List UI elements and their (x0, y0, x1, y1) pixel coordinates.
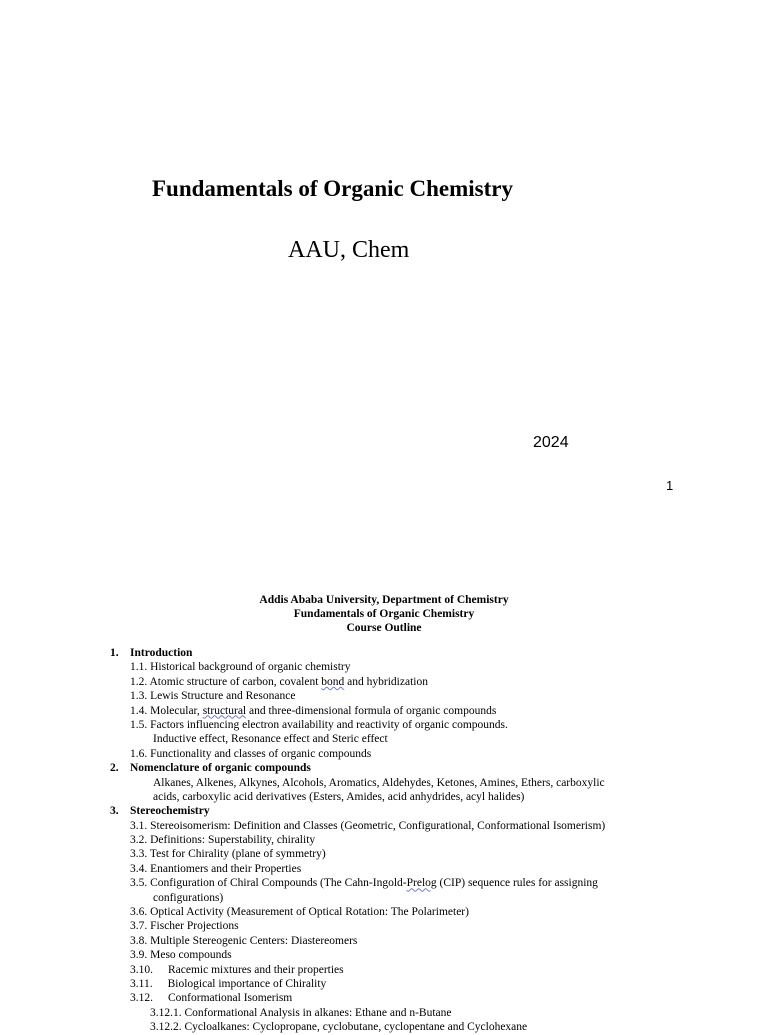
outline-item: 3.8. Multiple Stereogenic Centers: Diastereomers (130, 934, 358, 947)
outline-header-title: Course Outline (346, 622, 422, 634)
outline-item: 3.4. Enantiomers and their Properties (130, 862, 302, 875)
outline-item: 3.5. Configuration of Chiral Compounds (The Cahn-Ingold-Prelog (CIP) sequence rules for assigning (130, 877, 598, 890)
outline-item: 1.1. Historical background of organic chemistry (130, 661, 351, 674)
section-stereochemistry: 3. Stereochemistry (110, 805, 210, 818)
section-introduction: 1. Introduction (110, 647, 193, 659)
outline-item: 3.11. Biological importance of Chirality (130, 977, 327, 990)
outline-item: 3.1. Stereoisomerism: Definition and Classes (Geometric, Configurational, Conformational Isomerism) (130, 819, 606, 832)
institution-subtitle: AAU, Chem (288, 237, 410, 263)
course-outline-page (0, 520, 768, 1034)
outline-item: Alkanes, Alkenes, Alkynes, Alcohols, Aromatics, Aldehydes, Ketones, Amines, Ethers, carboxylic (153, 776, 605, 789)
outline-subitem: 3.12.1. Conformational Analysis in alkanes: Ethane and n-Butane (150, 1006, 452, 1019)
outline-item: 1.2. Atomic structure of carbon, covalent bond and hybridization (130, 675, 428, 688)
outline-header-course: Fundamentals of Organic Chemistry (293, 608, 475, 620)
document-title: Fundamentals of Organic Chemistry (152, 176, 513, 201)
outline-item: 3.10. Racemic mixtures and their properties (130, 963, 344, 976)
page-number: 1 (666, 478, 674, 493)
outline-item-continuation: configurations) (153, 891, 224, 904)
outline-item: 3.9. Meso compounds (130, 949, 232, 962)
outline-list (110, 646, 605, 1035)
outline-item: 3.7. Fischer Projections (130, 920, 239, 933)
outline-item: 1.4. Molecular, structural and three-dimensional formula of organic compounds (130, 704, 497, 717)
outline-item-continuation: Inductive effect, Resonance effect and Steric effect (153, 733, 388, 746)
outline-header-university: Addis Ababa University, Department of Chemistry (259, 594, 509, 606)
section-nomenclature: 2. Nomenclature of organic compounds (110, 762, 311, 775)
outline-item-continuation: acids, carboxylic acid derivatives (Esters, Amides, acid anhydrides, acyl halides) (153, 790, 525, 803)
outline-item: 1.5. Factors influencing electron availability and reactivity of organic compounds. (130, 718, 508, 731)
outline-item: 3.12. Conformational Isomerism (130, 992, 293, 1005)
cover-year: 2024 (533, 434, 569, 451)
outline-item: 1.6. Functionality and classes of organic compounds (130, 747, 372, 760)
outline-item: 3.6. Optical Activity (Measurement of Optical Rotation: The Polarimeter) (130, 906, 469, 919)
outline-item: 3.2. Definitions: Superstability, chirality (130, 834, 316, 847)
outline-subitem: 3.12.2. Cycloalkanes: Cyclopropane, cyclobutane, cyclopentane and Cyclohexane (150, 1021, 528, 1034)
outline-item: 1.3. Lewis Structure and Resonance (130, 690, 296, 703)
outline-item: 3.3. Test for Chirality (plane of symmetry) (130, 848, 326, 861)
